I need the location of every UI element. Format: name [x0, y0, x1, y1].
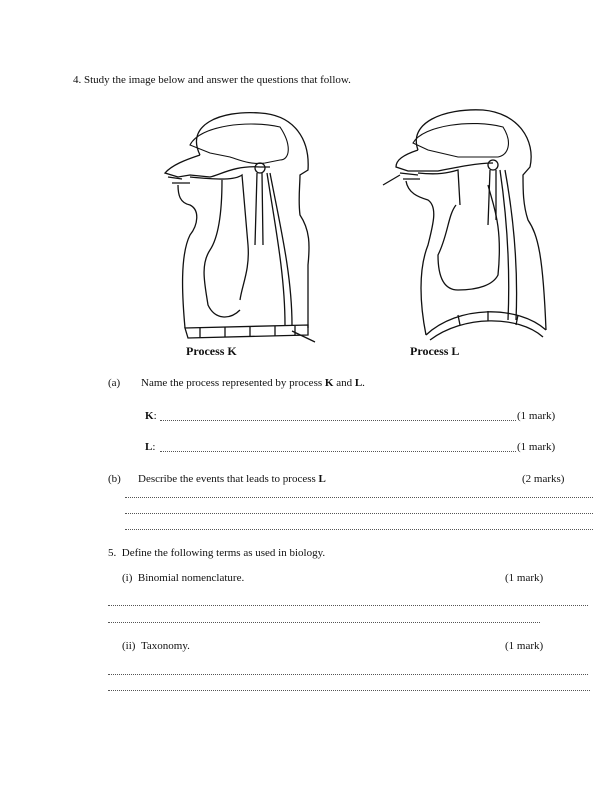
answer-l-mark: (1 mark) [517, 441, 556, 453]
answer-ii-line-1[interactable] [108, 674, 588, 675]
process-l-label: Process L [410, 344, 460, 358]
part-b-mark: (2 marks) [522, 473, 565, 485]
diagram-process-l [378, 105, 558, 345]
answer-ii-line-2[interactable] [108, 690, 590, 691]
q5-ii-question: (ii) Taxonomy. [122, 640, 190, 652]
answer-b-line-2[interactable] [125, 513, 593, 514]
question-4-prompt [73, 74, 351, 87]
part-a-question: Name the process represented by process K and L. [141, 377, 365, 389]
q5-ii-mark: (1 mark) [505, 640, 544, 652]
answer-k-label: K: [145, 410, 157, 422]
process-k-label: Process K [186, 344, 237, 358]
answer-i-line-1[interactable] [108, 605, 588, 606]
answer-b-line-3[interactable] [125, 529, 593, 530]
q5-i-question: (i) Binomial nomenclature. [122, 572, 245, 584]
part-b-marker: (b) [108, 473, 121, 485]
answer-k-line[interactable] [160, 420, 516, 421]
answer-l-line[interactable] [160, 451, 516, 452]
answer-k-mark: (1 mark) [517, 410, 556, 422]
answer-l-label: L: [145, 441, 156, 453]
question-5-prompt: 5. Define the following terms as used in biology. [108, 547, 326, 559]
answer-b-line-1[interactable] [125, 497, 593, 498]
part-b-question: Describe the events that leads to process L [138, 473, 326, 485]
part-a-marker: (a) [108, 377, 121, 389]
question-number: 4. [73, 74, 82, 86]
diagram-process-k [160, 105, 325, 345]
answer-i-line-2[interactable] [108, 622, 540, 623]
q5-i-mark: (1 mark) [505, 572, 544, 584]
question-text: Study the image below and answer the questions that follow. [84, 74, 351, 86]
